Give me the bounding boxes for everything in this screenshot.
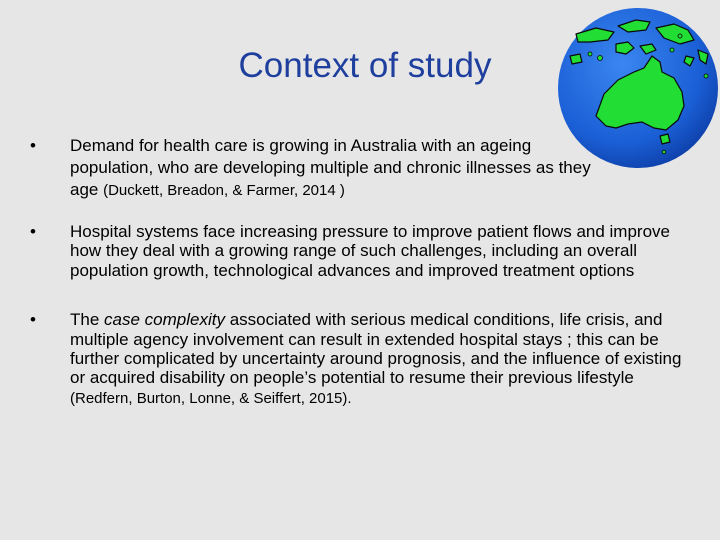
bullet-list [30,135,690,408]
slide-title: Context of study [238,46,492,85]
bullet-marker: • [30,136,36,155]
bullet-marker: • [30,310,36,330]
bullet-citation: (Duckett, Breadon, & Farmer, 2014 ) [103,182,345,199]
bullet-item [30,222,690,280]
bullet-citation: (Redfern, Burton, Lonne, & Seiffert, 2015). [70,389,352,407]
bullet-text: Demand for health care is growing in Australia with an ageing population, who are developing multiple and chronic illnesses as they age [70,136,591,199]
bullet-item [30,310,690,408]
bullet-emphasis: case complexity [104,310,225,330]
bullet-text: associated with serious medical conditions, life crisis, and multiple agency involvement can result in extended hospital stays ; this can be further complicated by uncertainty around prognosis, and the influence of existing or acquired disability on people’s potential to resume their previous lifestyle [70,310,682,388]
bullet-marker: • [30,222,36,241]
bullet-text: Hospital systems face increasing pressure to improve patient flows and improve how they deal with a growing range of such challenges, including an overall population growth, technological advances and improved treatment options [70,222,670,280]
bullet-text: The [70,310,105,330]
bullet-item [30,135,610,202]
